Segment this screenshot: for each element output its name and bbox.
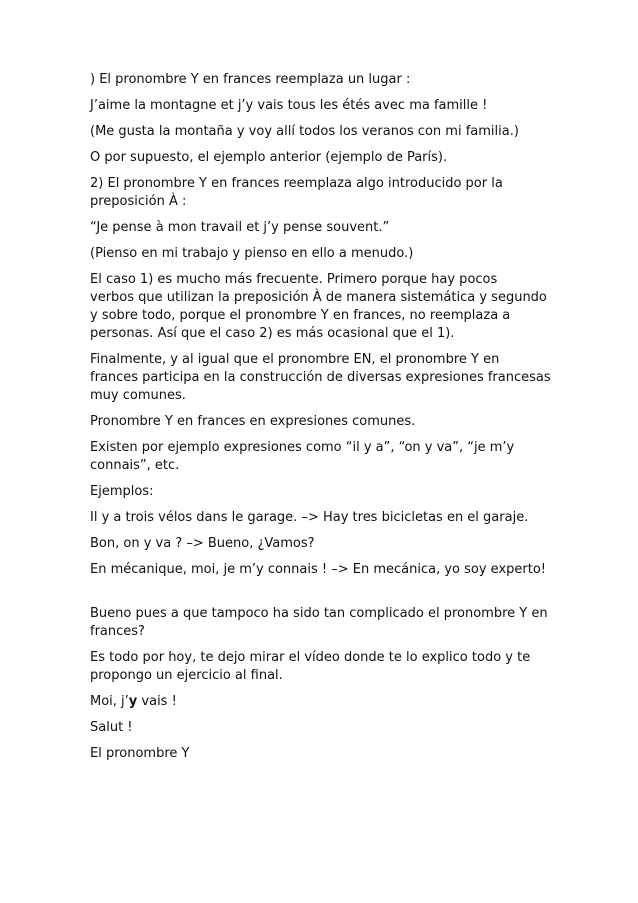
paragraph xyxy=(90,245,560,263)
paragraph xyxy=(90,413,560,431)
paragraph xyxy=(90,483,560,501)
text-line: (Me gusta la montaña y voy allí todos los veranos con mi familia.) xyxy=(90,124,519,139)
text-line: connais”, etc. xyxy=(90,458,180,473)
paragraph xyxy=(90,351,560,405)
paragraph xyxy=(90,71,560,89)
blank-line xyxy=(90,587,560,605)
text-line: muy comunes. xyxy=(90,388,186,403)
text-line: El caso 1) es mucho más frecuente. Primero porque hay pocos xyxy=(90,272,498,287)
paragraph xyxy=(90,561,560,579)
paragraph xyxy=(90,535,560,553)
text-line: Existen por ejemplo expresiones como “il y a”, “on y va”, “je m’y xyxy=(90,440,515,455)
paragraph xyxy=(90,271,560,343)
paragraph xyxy=(90,149,560,167)
text-line: ) El pronombre Y en frances reemplaza un lugar : xyxy=(90,72,411,87)
text-line: verbos que utilizan la preposición À de manera sistemática y segundo xyxy=(90,290,547,305)
text-line: propongo un ejercicio al final. xyxy=(90,668,283,683)
text-line: Il y a trois vélos dans le garage. –> Hay tres bicicletas en el garaje. xyxy=(90,510,529,525)
text-line: frances participa en la construcción de diversas expresiones francesas xyxy=(90,370,551,385)
text-line: O por supuesto, el ejemplo anterior (ejemplo de París). xyxy=(90,150,448,165)
text-line: preposición À : xyxy=(90,194,187,209)
paragraph-group-conclusion xyxy=(90,605,560,685)
document-body xyxy=(90,71,560,771)
paragraph xyxy=(90,123,560,141)
text-line: Bon, on y va ? –> Bueno, ¿Vamos? xyxy=(90,536,315,551)
text-line: personas. Así que el caso 2) es más ocasional que el 1). xyxy=(90,326,455,341)
paragraph xyxy=(90,605,560,641)
paragraph xyxy=(90,219,560,237)
closing-line-salut: Salut ! xyxy=(90,720,133,735)
text-line: J’aime la montagne et j’y vais tous les étés avec ma famille ! xyxy=(90,98,488,113)
closing-line-moi: Moi, j’y vais ! xyxy=(90,694,177,709)
text-line: y sobre todo, porque el pronombre Y en frances, no reemplaza a xyxy=(90,308,511,323)
text-line: 2) El pronombre Y en frances reemplaza algo introducido por la xyxy=(90,176,503,191)
text-line: “Je pense à mon travail et j’y pense souvent.” xyxy=(90,220,390,235)
text-line: Finalmente, y al igual que el pronombre EN, el pronombre Y en xyxy=(90,352,500,367)
text-line: (Pienso en mi trabajo y pienso en ello a menudo.) xyxy=(90,246,414,261)
text-line: Pronombre Y en frances en expresiones comunes. xyxy=(90,414,416,429)
text-line: frances? xyxy=(90,624,145,639)
text-line: En mécanique, moi, je m’y connais ! –> En mecánica, yo soy experto! xyxy=(90,562,546,577)
bold-y: y xyxy=(128,694,138,709)
paragraph xyxy=(90,439,560,475)
text-line: Ejemplos: xyxy=(90,484,154,499)
text-line: Es todo por hoy, te dejo mirar el vídeo donde te lo explico todo y te xyxy=(90,650,531,665)
signature-line: El pronombre Y xyxy=(90,746,190,761)
paragraph xyxy=(90,509,560,527)
text-line: Bueno pues a que tampoco ha sido tan complicado el pronombre Y en xyxy=(90,606,548,621)
paragraph xyxy=(90,649,560,685)
paragraph-group-main xyxy=(90,71,560,579)
paragraph xyxy=(90,175,560,211)
paragraph xyxy=(90,97,560,115)
